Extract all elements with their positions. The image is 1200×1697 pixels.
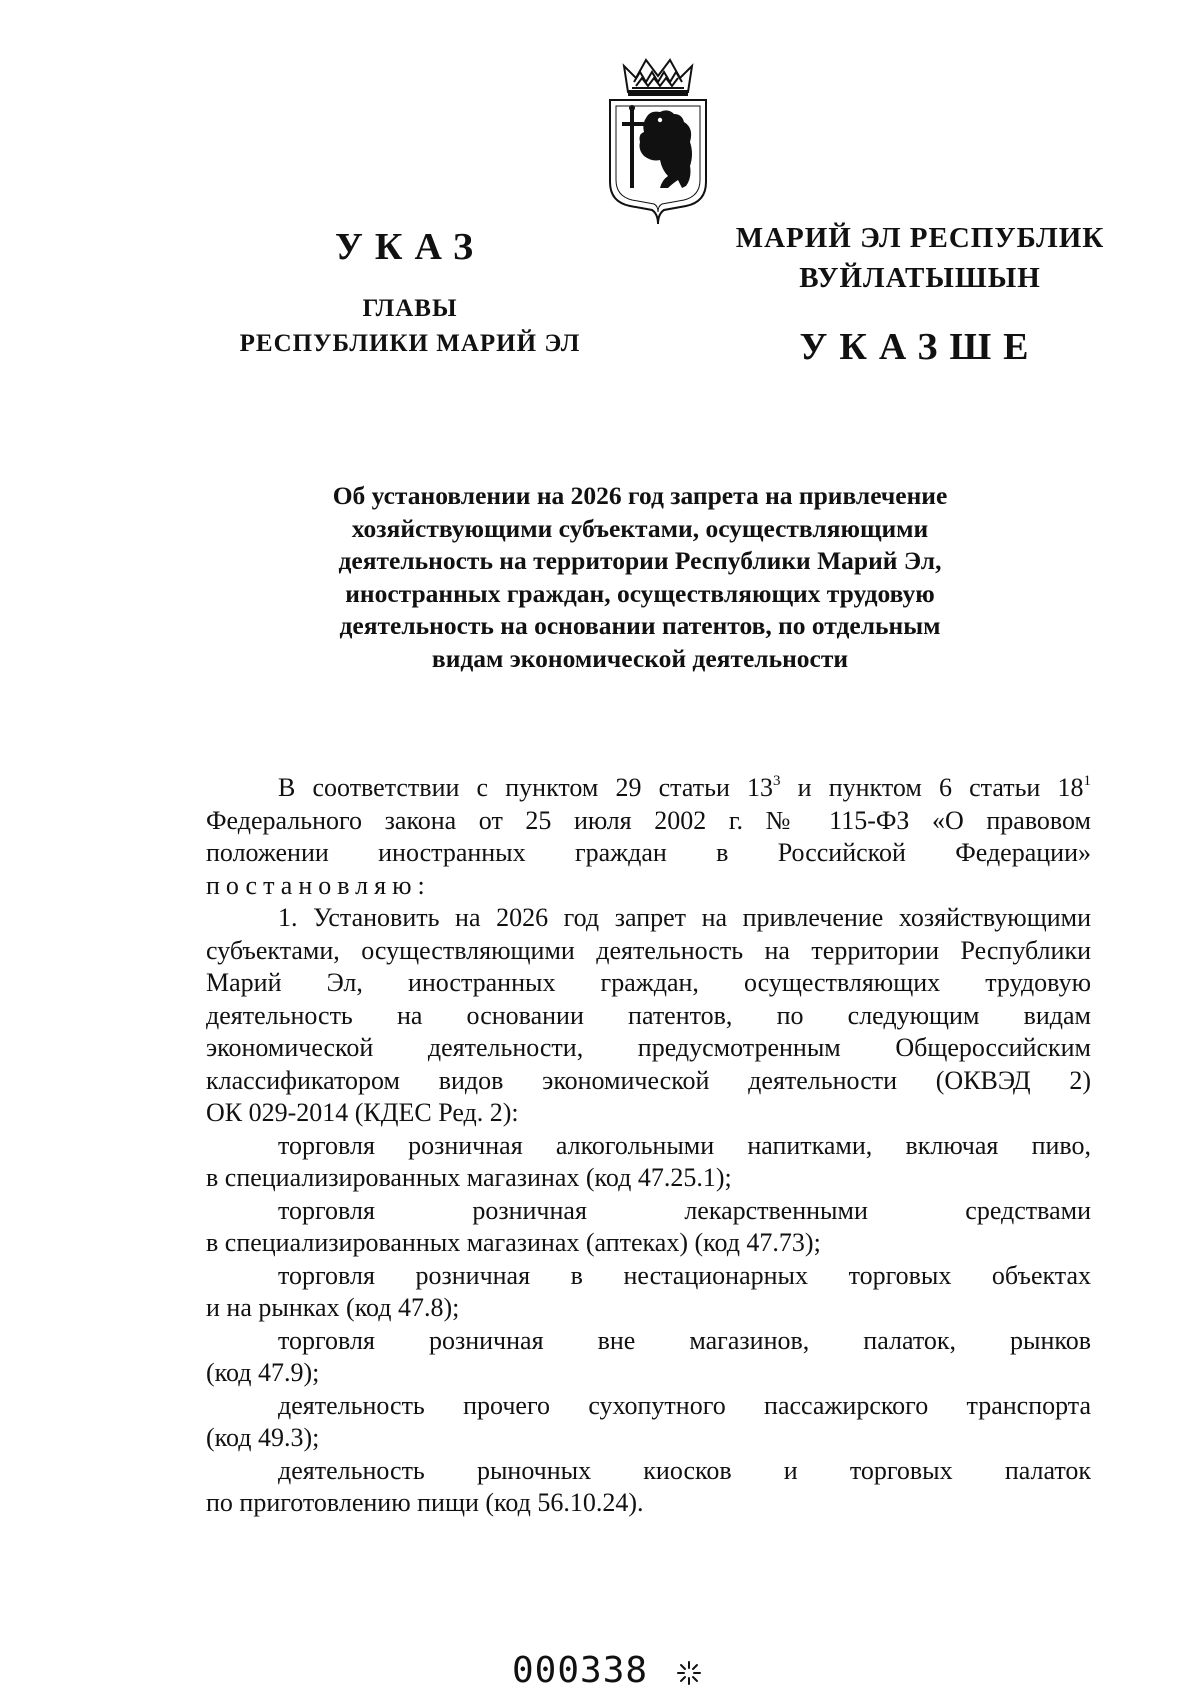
- item1-line: Марий Эл, иностранных граждан, осуществляющих трудовую: [206, 968, 1091, 997]
- activity-line: (код 47.9);: [206, 1358, 320, 1387]
- title-line: видам экономической деятельности: [431, 643, 849, 673]
- activity-line: (код 49.3);: [206, 1423, 320, 1452]
- preamble-line: положении иностранных граждан в Российской Федерации»: [206, 838, 1091, 867]
- item1-line: субъектами, осуществляющими деятельность на территории Республики: [206, 935, 1091, 965]
- title-line: иностранных граждан, осуществляющих трудовую: [345, 578, 935, 608]
- decree-subtitle-mari-1: МАРИЙ ЭЛ РЕСПУБЛИК: [735, 222, 1105, 254]
- activity-line: и на рынках (код 47.8);: [206, 1293, 460, 1322]
- title-line: деятельность на территории Республики Марий Эл,: [338, 546, 942, 575]
- activity-line: торговля розничная алкогольными напитками, включая пиво,: [278, 1130, 1091, 1160]
- decree-title-ru: УКАЗ: [335, 226, 485, 268]
- activity-line: в специализированных магазинах (аптеках) (код 47.73);: [206, 1228, 821, 1257]
- activity-line: деятельность прочего сухопутного пассажирского транспорта: [278, 1390, 1091, 1420]
- title-line: деятельность на основании патентов, по отдельным: [339, 611, 941, 640]
- decree-subtitle-ru-1: ГЛАВЫ: [362, 295, 458, 322]
- activity-line: деятельность рыночных киосков и торговых палаток: [278, 1455, 1091, 1485]
- activity-line: торговля розничная вне магазинов, палаток, рынков: [278, 1325, 1091, 1355]
- title-line: хозяйствующими субъектами, осуществляющими: [351, 513, 929, 543]
- title-line: Об установлении на 2026 год запрета на привлечение: [332, 481, 948, 510]
- item1-line: деятельность на основании патентов, по следующим видам: [206, 1000, 1091, 1030]
- coat-of-arms-icon: [602, 52, 714, 228]
- document-body: [206, 772, 1091, 1520]
- item1-line: экономической деятельности, предусмотренным Общероссийским: [206, 1033, 1091, 1062]
- document-title: [260, 480, 1020, 675]
- document-number: 000338: [512, 1650, 649, 1691]
- decree-subtitle-ru-2: РЕСПУБЛИКИ МАРИЙ ЭЛ: [239, 330, 581, 357]
- resolution-word: постановляю:: [206, 870, 431, 900]
- item1-line: ОК 029-2014 (КДЕС Ред. 2):: [206, 1098, 519, 1127]
- item1-line: классификатором видов экономической деятельности (ОКВЭД 2): [206, 1065, 1091, 1095]
- activity-line: торговля розничная в нестационарных торговых объектах: [278, 1260, 1091, 1290]
- decree-subtitle-mari-2: ВУЙЛАТЫШЫН: [799, 262, 1041, 294]
- activity-line: торговля розничная лекарственными средствами: [278, 1195, 1091, 1225]
- preamble-line: В соответствии с пунктом 29 статьи $13^3$ и пунктом 6 статьи $18^1$: [278, 773, 1091, 802]
- decree-title-mari: УКАЗШЕ: [799, 326, 1041, 368]
- preamble-line: Федерального закона от 25 июля 2002 г. № 115-ФЗ «О правовом: [206, 805, 1091, 835]
- item1-line: 1. Установить на 2026 год запрет на привлечение хозяйствующими: [278, 903, 1091, 932]
- asterisk-mark-icon: [676, 1660, 702, 1686]
- activity-line: по приготовлению пищи (код 56.10.24).: [206, 1488, 644, 1517]
- activity-line: в специализированных магазинах (код 47.25.1);: [206, 1163, 732, 1192]
